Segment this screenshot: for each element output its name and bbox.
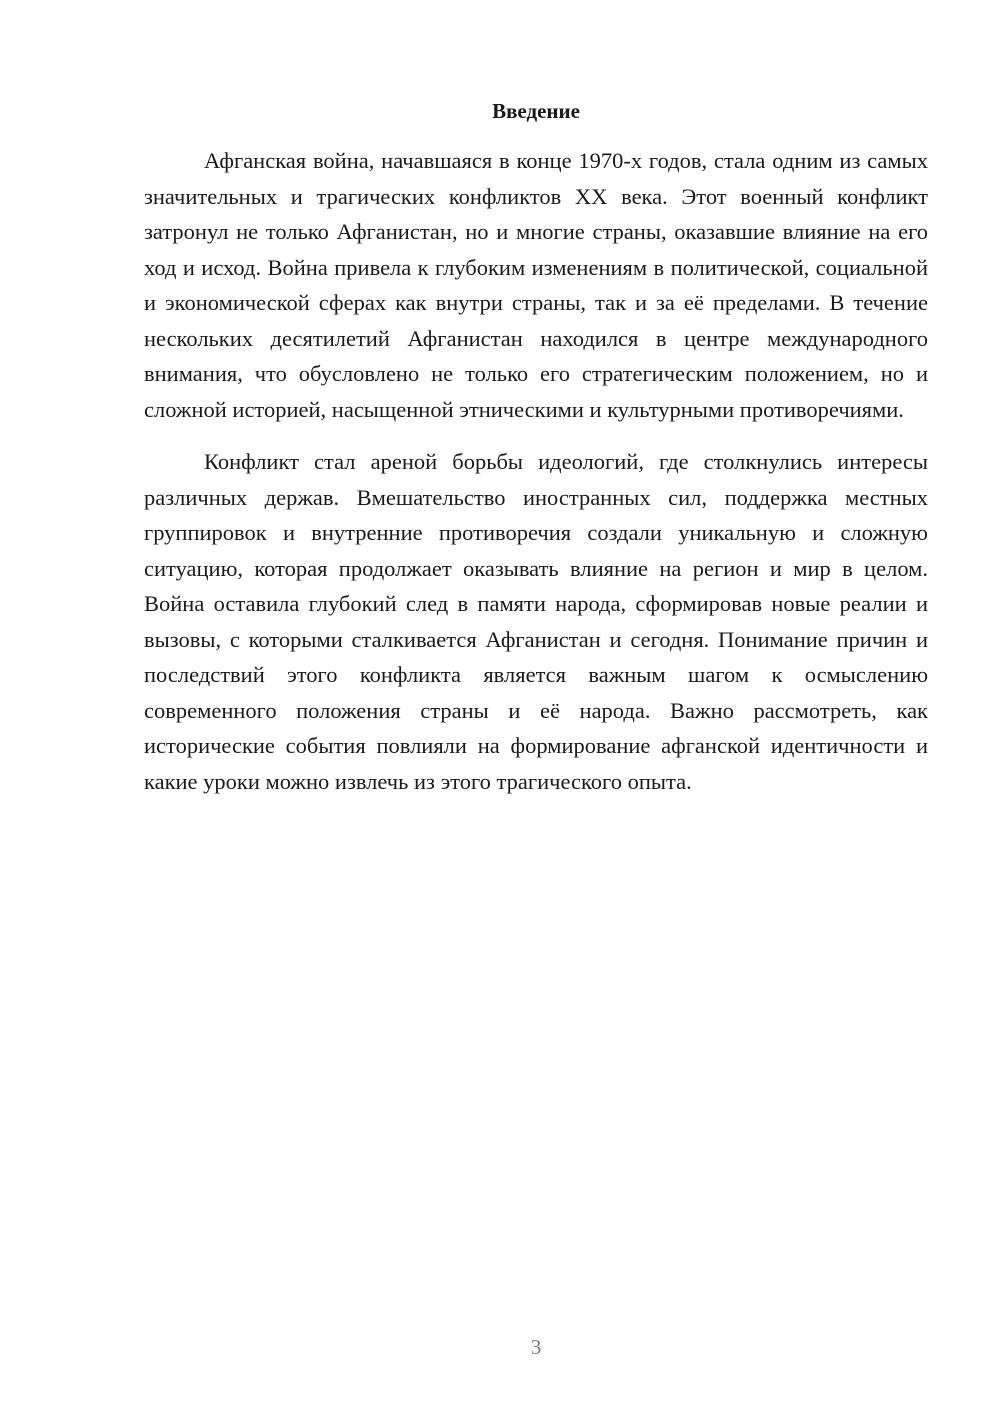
paragraph-2: Конфликт стал ареной борьбы идеологий, где столкнулись интересы различных держав. Вмешательство иностранных сил, поддержка местных группировок и внутренние противоречия создали уникальную и сложную ситуацию, которая продолжает оказывать влияние на регион и мир в целом. Война оставила глубокий след в памяти народа, сформировав новые реалии и вызовы, с которыми сталкивается Афганистан и сегодня. Понимание причин и последствий этого конфликта является важным шагом к осмыслению современного положения страны и её народа. Важно рассмотреть, как исторические события повлияли на формирование афганской идентичности и какие уроки можно извлечь из этого трагического опыта. bbox=[144, 449, 928, 794]
paragraph-1: Афганская война, начавшаяся в конце 1970-х годов, стала одним из самых значительных и трагических конфликтов XX века. Этот военный конфликт затронул не только Афганистан, но и многие страны, оказавшие влияние на его ход и исход. Война привела к глубоким изменениям в политической, социальной и экономической сферах как внутри страны, так и за её пределами. В течение нескольких десятилетий Афганистан находился в центре международного внимания, что обусловлено не только его стратегическим положением, но и сложной историей, насыщенной этническими и культурными противоречиями. bbox=[144, 148, 928, 422]
body-text bbox=[144, 143, 928, 816]
page-number: 3 bbox=[530, 1335, 542, 1359]
page-title: Введение bbox=[492, 99, 580, 123]
